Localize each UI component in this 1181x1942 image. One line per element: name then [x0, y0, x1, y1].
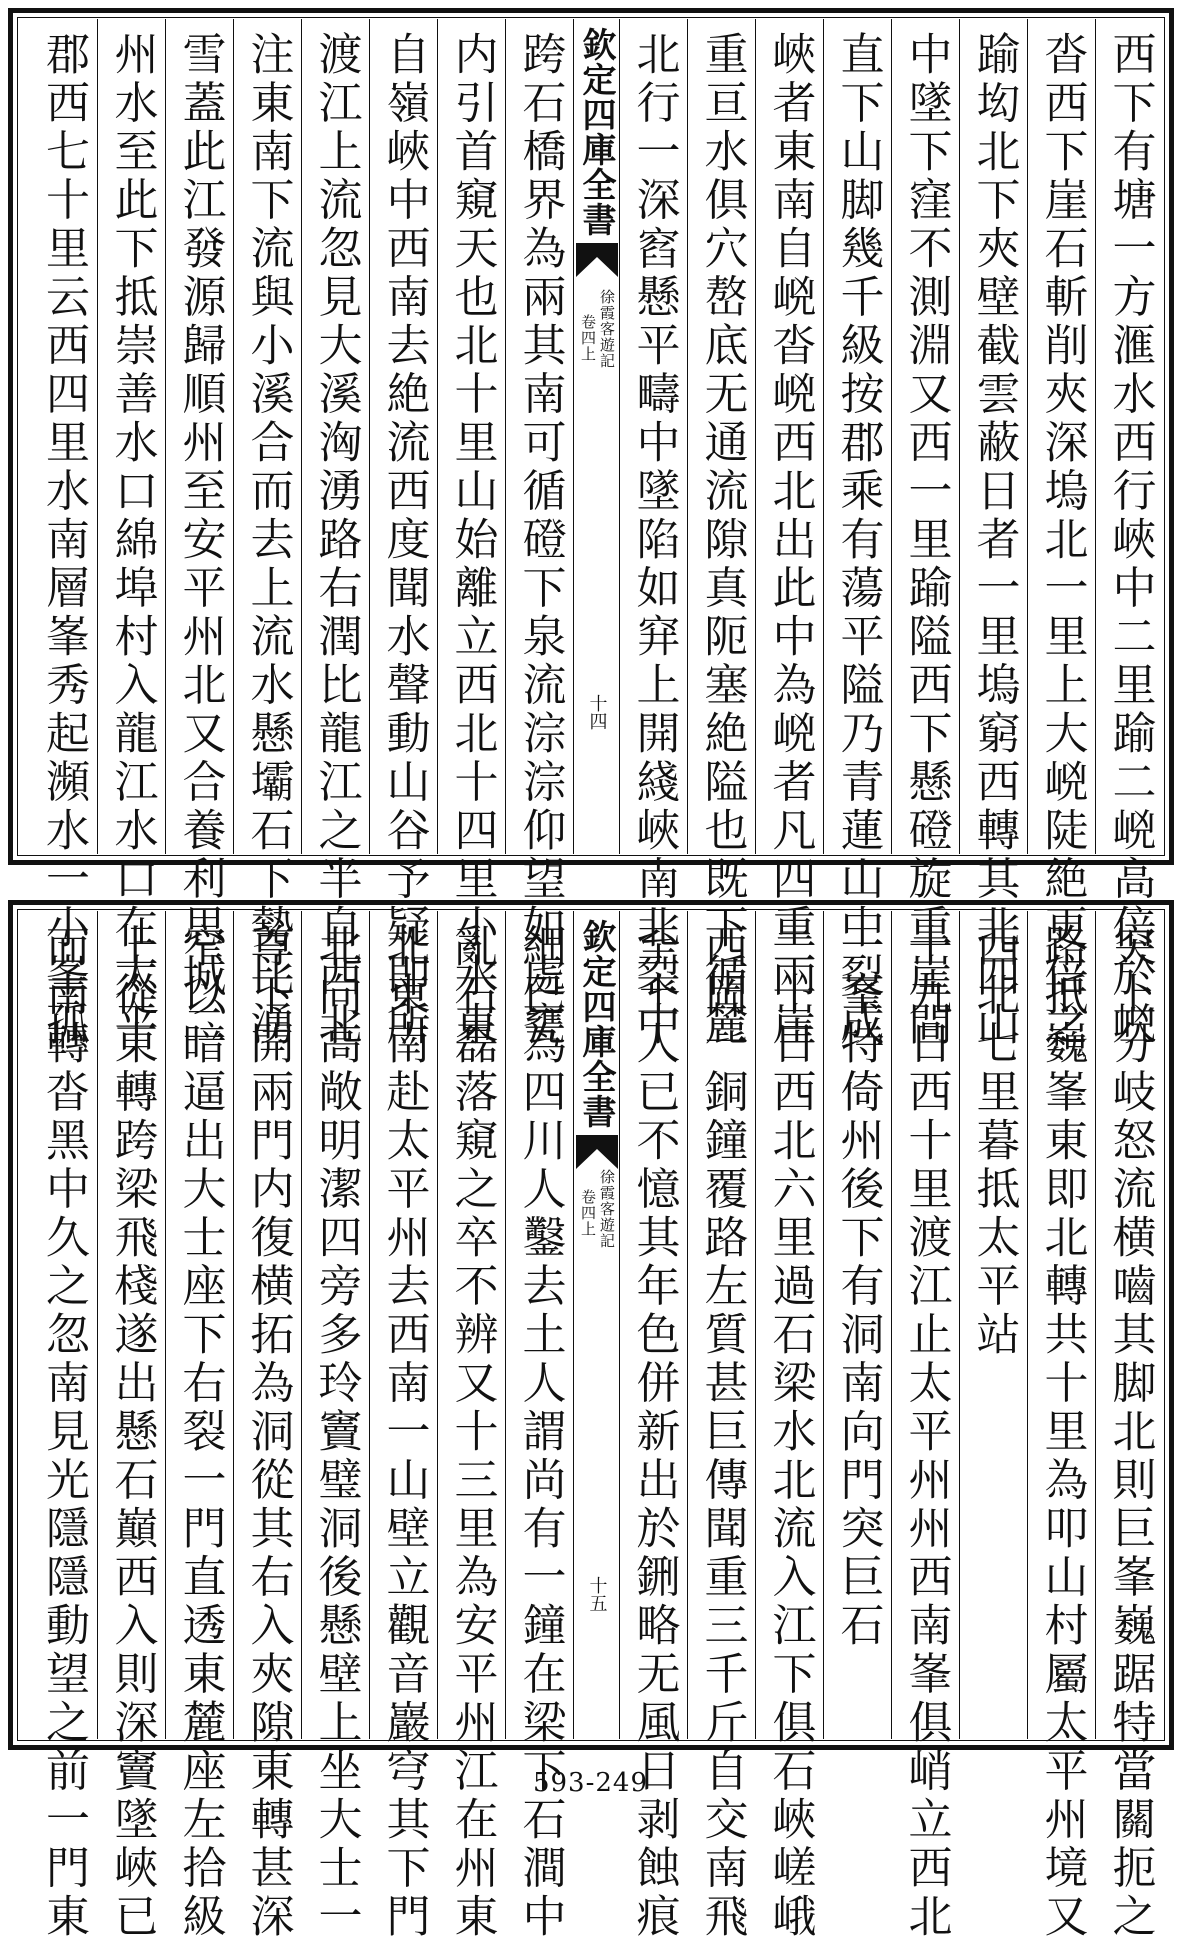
text-column [233, 911, 301, 1942]
text-column [505, 911, 573, 1942]
column-text: 二十日西北六里過石梁水北流入江下俱石峽嵯峨 [764, 923, 816, 1942]
column-text: 而南轉沓黑中久之忽南見光隱隱動望之前一門東 [38, 923, 89, 1942]
volume-label: 卷四上 [579, 314, 597, 362]
text-column [687, 19, 755, 1050]
column-text: 西下有塘一方滙水西行峽中二里踰二㟅高倍於㟅 [1104, 31, 1156, 1050]
column-text: 西岡一銅鐘覆路左質甚巨傳聞重三千斤自交南飛 [696, 923, 748, 1942]
text-column [29, 19, 97, 1050]
column-text: 北行一深窞懸平疇中墜陷如穽上開綫峽南北裂中 [628, 31, 680, 1050]
text-column [437, 911, 505, 1942]
column-text: 内引首窺天也北十里山始離立西北十四里小水東 [446, 31, 498, 1050]
column-text: 尊下開兩門内復横拓為洞從其右入夾隙東轉甚深 [242, 923, 294, 1942]
column-text: 郡西七十里云西四里水南層峯秀起瀕水一小峯孤 [38, 31, 89, 1050]
column-text: 渡江上流忽見大溪洶湧路右潤比龍江之半自西北 [310, 31, 362, 1050]
top-page-columns [19, 19, 1163, 1050]
page-number: 十五 [586, 1576, 608, 1612]
text-column [301, 19, 369, 1050]
text-column [959, 19, 1027, 1050]
column-text: 突上分岐怒流横嚙其脚北則巨峯巍踞特當關扼之 [1104, 923, 1156, 1942]
text-column [29, 911, 97, 1942]
column-text: 一峯特倚州後下有洞南向門突巨石 [832, 923, 884, 1651]
column-text: 北向高敞明潔四旁多玲竇璧洞後懸壁上坐大士一 [310, 923, 362, 1942]
column-text: 中墜下窪不測淵又西一里踰隘西下懸磴旋重崖間 [900, 31, 952, 1050]
text-column [97, 911, 165, 1942]
fishtail-mark-icon [576, 1135, 618, 1169]
text-column [1027, 911, 1095, 1942]
book-title: 欽定四庫全書 [576, 27, 616, 237]
volume-label: 卷四上 [579, 1189, 597, 1237]
text-column [97, 19, 165, 1050]
text-column [165, 911, 233, 1942]
column-text: 窄以暗逼出大士座下右裂一門直透東麓座左拾級 [174, 923, 226, 1942]
column-text: 上從東轉跨梁飛棧遂出懸石巔西入則深竇墜峽已 [106, 923, 158, 1942]
page-number: 十四 [586, 694, 608, 730]
text-column [505, 19, 573, 1050]
work-title: 徐霞客遊記 [598, 289, 616, 369]
text-column [619, 911, 687, 1942]
text-column [755, 19, 823, 1050]
text-column [301, 911, 369, 1942]
column-text: 重亘水俱穴嶅底无通流隙真阨塞絶隘也既下循麓 [696, 31, 748, 1050]
column-text: 沓西下崖石斬削夾深塢北一里上大㟅陡絶更倍之 [1036, 31, 1088, 1050]
text-column [687, 911, 755, 1942]
text-column [437, 19, 505, 1050]
column-text: 十九日西十里渡江止太平州州西南峯俱峭立西北 [900, 923, 952, 1942]
text-column [619, 19, 687, 1050]
text-column [959, 911, 1027, 1739]
text-column [1095, 19, 1163, 1050]
column-text: 州水至此下抵崇善水口綿埠村入龍江水口在太平 [106, 31, 158, 1050]
center-fold-column [573, 19, 619, 854]
column-text: 峽者東南自㟅沓㟅西北出此中為㟅者凡四重兩崖 [764, 31, 816, 1050]
column-text: 雪蓋此江發源歸順州至安平州北又合養利思城二 [174, 31, 226, 1050]
top-page [8, 8, 1174, 1050]
text-column [1027, 19, 1095, 1050]
column-text: 至土人已不憶其年色併新出於鉶略无風日剥蝕痕 [628, 923, 680, 1942]
column-text: 注東南下流與小溪合而去上流水懸壩石下勢比湧 [242, 31, 294, 1050]
column-text: 亂石磊落窺之卒不辨又十三里為安平州江在州東 [446, 923, 498, 1942]
text-column [369, 911, 437, 1942]
text-column [1095, 911, 1163, 1942]
column-text: 跨石橋界為兩其南可循磴下泉流淙淙仰望如處甕 [514, 31, 566, 1050]
column-text: 自嶺峽中西南去絶流西度聞水聲動山谷予疑即所 [378, 31, 430, 1050]
fishtail-mark-icon [576, 243, 618, 277]
text-column [233, 19, 301, 1050]
text-column [369, 19, 437, 1050]
text-column [823, 911, 891, 1739]
column-text: 西北七里暮抵太平站 [968, 923, 1020, 1360]
text-column [755, 911, 823, 1942]
text-column [823, 19, 891, 1050]
footer-page-code: 593-249 [532, 1768, 649, 1798]
center-fold-column [573, 911, 619, 1739]
column-text: 路抵巍峯東即北轉共十里為叩山村屬太平州境又 [1036, 923, 1088, 1942]
text-column [891, 911, 959, 1942]
book-title: 欽定四庫全書 [576, 919, 616, 1129]
column-text: 細已為四川人鑿去土人謂尚有一鐘在梁下石澗中 [514, 923, 566, 1942]
work-title: 徐霞客遊記 [598, 1169, 616, 1249]
column-text: 北東南赴太平州去西南一山壁立觀音巖穹其下門 [378, 923, 430, 1942]
text-column [891, 19, 959, 1050]
text-column [165, 19, 233, 1050]
column-text: 直下山脚幾千級按郡乘有蕩平隘乃青蓮山中裂成 [832, 31, 884, 1050]
column-text: 踰㘭北下夾壁截雲蔽日者一里塢窮西轉其北四山 [968, 31, 1020, 1050]
